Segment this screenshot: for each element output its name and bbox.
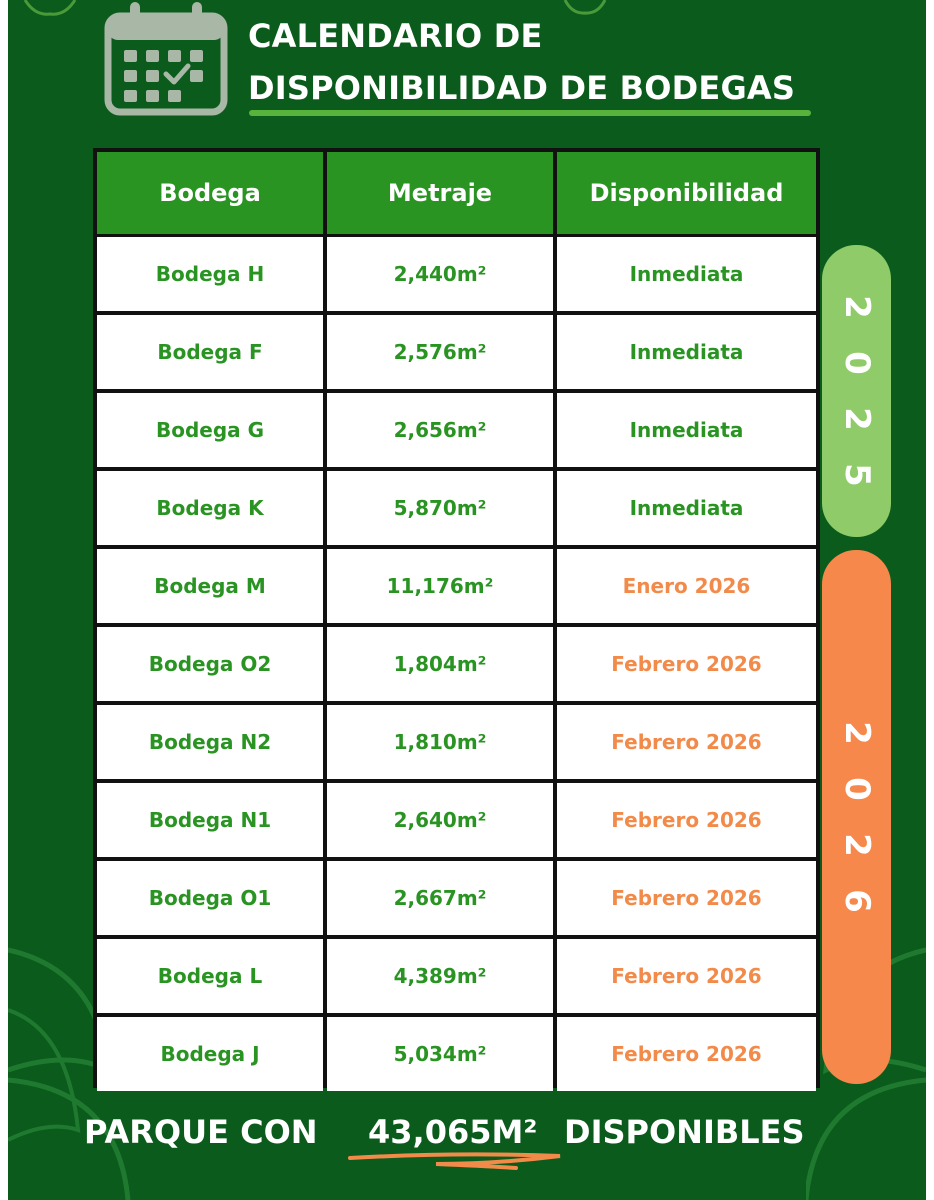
cell-disponibilidad: Enero 2026 bbox=[557, 549, 816, 623]
cell-bodega: Bodega K bbox=[97, 471, 323, 545]
footer-suffix: DISPONIBLES bbox=[564, 1113, 805, 1151]
cell-bodega: Bodega N2 bbox=[97, 705, 323, 779]
header-disponibilidad: Disponibilidad bbox=[557, 152, 816, 234]
cell-disponibilidad: Inmediata bbox=[557, 393, 816, 467]
cell-bodega: Bodega G bbox=[97, 393, 323, 467]
leaf-decoration-icon bbox=[20, 0, 80, 18]
cell-metraje: 2,667m² bbox=[327, 861, 553, 935]
year-digit: 2 bbox=[836, 833, 877, 857]
year-2025-pill bbox=[822, 245, 891, 537]
cell-disponibilidad: Inmediata bbox=[557, 315, 816, 389]
cell-bodega: Bodega L bbox=[97, 939, 323, 1013]
cell-metraje: 2,576m² bbox=[327, 315, 553, 389]
cell-bodega: Bodega F bbox=[97, 315, 323, 389]
year-digit: 2 bbox=[836, 295, 877, 319]
left-edge bbox=[0, 0, 8, 1200]
year-digit: 0 bbox=[836, 351, 877, 375]
cell-metraje: 11,176m² bbox=[327, 549, 553, 623]
cell-metraje: 1,810m² bbox=[327, 705, 553, 779]
cell-bodega: Bodega N1 bbox=[97, 783, 323, 857]
year-digit: 0 bbox=[836, 777, 877, 801]
title-line-2: DISPONIBILIDAD DE BODEGAS bbox=[248, 69, 796, 107]
year-digit: 2 bbox=[836, 721, 877, 745]
cell-bodega: Bodega O1 bbox=[97, 861, 323, 935]
cell-metraje: 4,389m² bbox=[327, 939, 553, 1013]
cell-metraje: 2,656m² bbox=[327, 393, 553, 467]
cell-disponibilidad: Febrero 2026 bbox=[557, 939, 816, 1013]
year-digit: 2 bbox=[836, 407, 877, 431]
header-bodega: Bodega bbox=[97, 152, 323, 234]
right-edge bbox=[926, 0, 934, 1200]
cell-metraje: 2,640m² bbox=[327, 783, 553, 857]
cell-disponibilidad: Febrero 2026 bbox=[557, 861, 816, 935]
cell-metraje: 2,440m² bbox=[327, 237, 553, 311]
cell-disponibilidad: Febrero 2026 bbox=[557, 705, 816, 779]
calendar-check-icon bbox=[104, 2, 228, 116]
footer-prefix: PARQUE CON bbox=[84, 1113, 318, 1151]
year-digit: 6 bbox=[836, 889, 877, 913]
cell-disponibilidad: Febrero 2026 bbox=[557, 783, 816, 857]
cell-bodega: Bodega M bbox=[97, 549, 323, 623]
cell-disponibilidad: Febrero 2026 bbox=[557, 1017, 816, 1091]
cell-bodega: Bodega H bbox=[97, 237, 323, 311]
title-line-1: CALENDARIO DE bbox=[248, 17, 543, 55]
page-title bbox=[248, 10, 795, 114]
footer-amount: 43,065M² bbox=[368, 1113, 538, 1151]
cell-disponibilidad: Inmediata bbox=[557, 471, 816, 545]
year-2026-pill bbox=[822, 550, 891, 1084]
header-metraje: Metraje bbox=[327, 152, 553, 234]
cell-metraje: 5,870m² bbox=[327, 471, 553, 545]
cell-bodega: Bodega O2 bbox=[97, 627, 323, 701]
cell-bodega: Bodega J bbox=[97, 1017, 323, 1091]
cell-metraje: 5,034m² bbox=[327, 1017, 553, 1091]
underline-swoosh bbox=[346, 1150, 566, 1172]
title-underline bbox=[249, 110, 811, 116]
year-digit: 5 bbox=[836, 463, 877, 487]
cell-disponibilidad: Inmediata bbox=[557, 237, 816, 311]
cell-disponibilidad: Febrero 2026 bbox=[557, 627, 816, 701]
cell-metraje: 1,804m² bbox=[327, 627, 553, 701]
availability-table bbox=[93, 148, 820, 1088]
